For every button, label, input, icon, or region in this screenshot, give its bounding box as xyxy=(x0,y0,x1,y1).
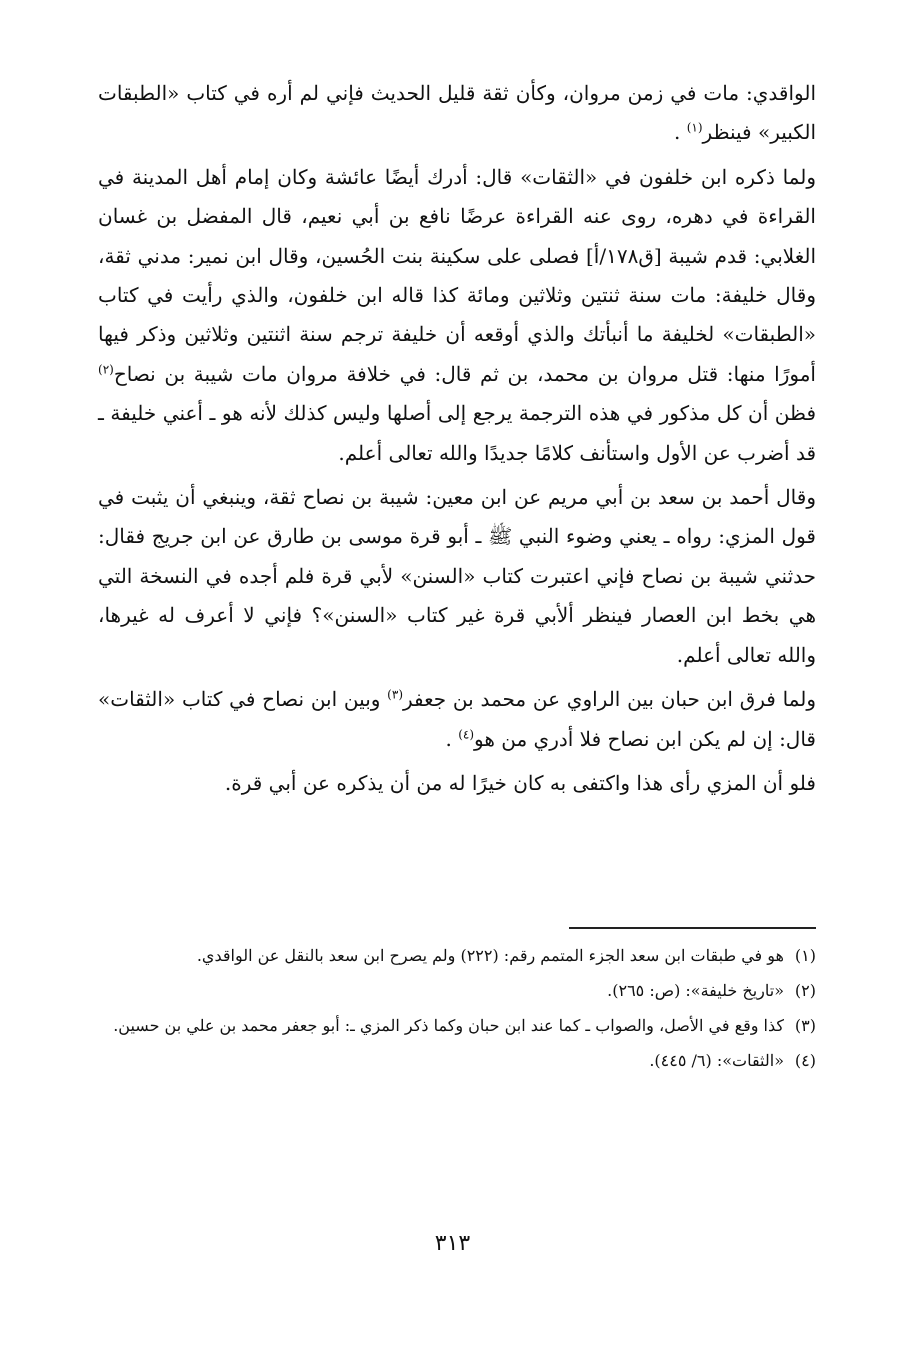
footnote-3 xyxy=(98,1008,816,1043)
footnote-ref: (٣) xyxy=(387,687,403,702)
paragraph-5 xyxy=(98,764,816,803)
paragraph-text: ولما فرق ابن حبان بين الراوي عن محمد بن جعفر xyxy=(403,687,816,712)
footnote-number: (١) xyxy=(794,946,816,965)
footnote-divider xyxy=(569,927,816,929)
footnote-ref: (١) xyxy=(686,120,703,135)
paragraph-text: الواقدي: مات في زمن مروان، وكأن ثقة قليل الحديث فإني لم أره في كتاب «الطبقات الكبير» فينظر xyxy=(98,81,816,145)
footnote-ref: (٤) xyxy=(458,726,475,741)
paragraph-text: وقال أحمد بن سعد بن أبي مريم عن ابن معين: شيبة بن نصاح ثقة، وينبغي أن يثبت في قول المزي: رواه ـ يعني وضوء النبي ﷺ ـ أبو قرة موسى بن طارق عن ابن جريج فقال: حدثني شيبة بن نصاح فإني اعتبرت كتاب «السنن» لأبي قرة فلم أجده في النسخة التي هي بخط ابن العصار فينظر ألأبي قرة غير كتاب «السنن»؟ فإني لا أعرف له غيرها، والله تعالى أعلم. xyxy=(98,485,816,667)
paragraph-text: فلو أن المزي رأى هذا واكتفى به كان خيرًا له من أن يذكره عن أبي قرة. xyxy=(224,770,816,795)
footnote-ref: (٢) xyxy=(98,362,114,377)
footnote-number: (٢) xyxy=(794,981,816,1000)
paragraph-tail: . xyxy=(445,726,459,751)
footnote-1 xyxy=(98,938,816,973)
footnote-text: كذا وقع في الأصل، والصواب ـ كما عند ابن حبان وكما ذكر المزي ـ: أبو جعفر محمد بن علي بن حسين. xyxy=(113,1016,784,1035)
paragraph-text-continued: وبين ابن نصاح في كتاب «الثقات» قال: إن لم يكن ابن نصاح فلا أدري من هو xyxy=(98,687,816,751)
footnote-text: هو في طبقات ابن سعد الجزء المتمم رقم: (٢٢٢) ولم يصرح ابن سعد بالنقل عن الواقدي. xyxy=(196,946,784,965)
paragraph-1 xyxy=(98,74,816,153)
footnote-text: «الثقات»: (٦/ ٤٤٥). xyxy=(649,1051,784,1070)
paragraph-2 xyxy=(98,158,816,473)
footnote-number: (٤) xyxy=(794,1051,816,1070)
footnote-text: «تاريخ خليفة»: (ص: ٢٦٥). xyxy=(607,981,784,1000)
paragraph-3 xyxy=(98,478,816,675)
footnote-number: (٣) xyxy=(794,1016,816,1035)
footnotes xyxy=(98,938,816,1078)
paragraph-4 xyxy=(98,680,816,759)
page-number: ٣١٣ xyxy=(434,1231,471,1256)
paragraph-tail: فظن أن كل مذكور في هذه الترجمة يرجع إلى أصلها وليس كذلك لأنه هو ـ أعني خليفة ـ قد أضرب عن الأول واستأنف كلامًا جديدًا والله تعالى أعلم. xyxy=(98,401,816,465)
footnote-2 xyxy=(98,973,816,1008)
paragraph-text: ولما ذكره ابن خلفون في «الثقات» قال: أدرك أيضًا عائشة وكان إمام أهل المدينة في القراءة في دهره، روى عنه القراءة عرضًا نافع بن أبي نعيم، قال المفضل بن غسان الغلابي: قدم شيبة [ق١٧٨/أ] فصلى على سكينة بنت الحُسين، وقال ابن نمير: مدني ثقة، وقال خليفة: مات سنة ثنتين وثلاثين ومائة كذا قاله ابن خلفون، والذي رأيت في كتاب «الطبقات» لخليفة ما أنبأتك والذي أوقعه أن خليفة ترجم سنة اثنتين وثلاثين وذكر فيها أمورًا منها: قتل مروان بن محمد، بن ثم قال: في خلافة مروان مات شيبة بن نصاح xyxy=(98,164,817,386)
footnote-4 xyxy=(98,1043,816,1078)
paragraph-tail: . xyxy=(673,120,687,145)
main-text xyxy=(98,74,816,808)
